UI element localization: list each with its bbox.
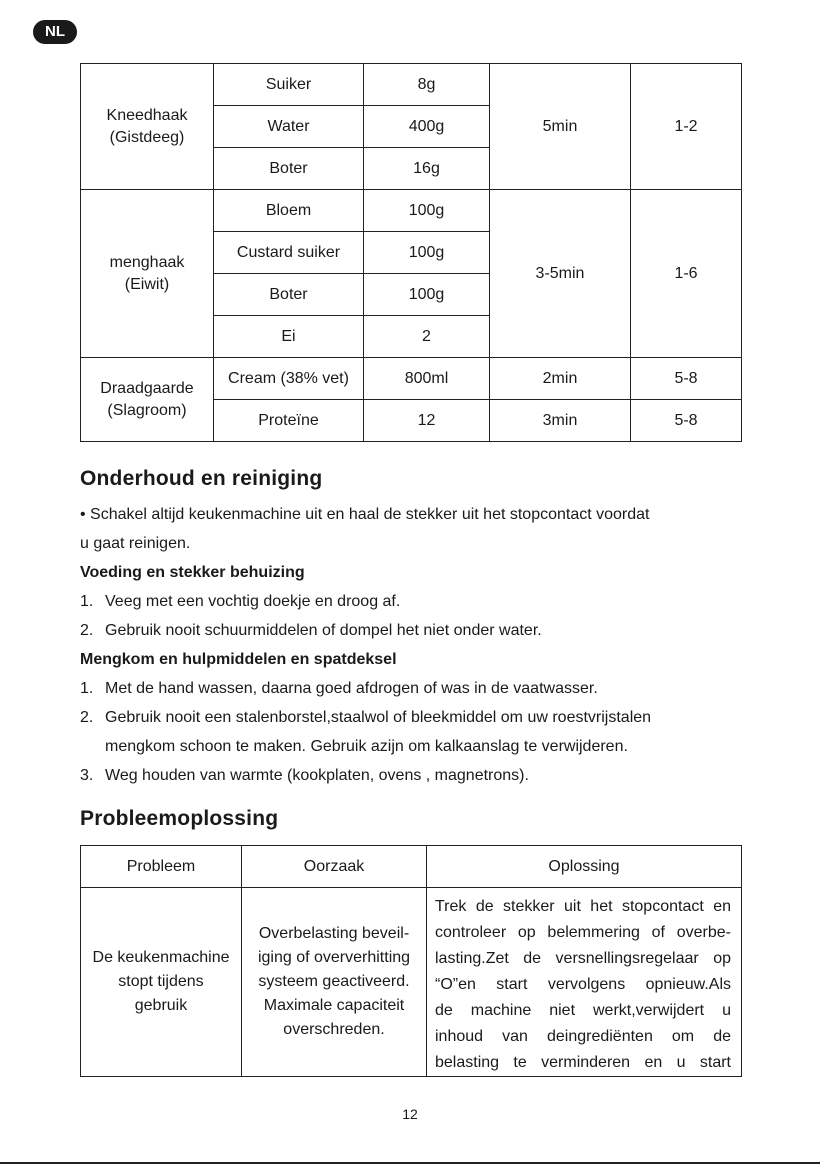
list-text: mengkom schoon te maken. Gebruik azijn om kalkaanslag te verwijderen.: [105, 738, 628, 755]
list-item: [80, 592, 400, 612]
solution-line: lasting.Zet de versnellingsregelaar op: [435, 950, 731, 967]
solution-line: controleer op belemmering of overbe-: [435, 924, 731, 941]
amount-cell: 12: [364, 400, 490, 442]
bottom-divider: [0, 1162, 820, 1164]
problem-line: De keukenmachine: [92, 949, 230, 966]
list-text: Gebruik nooit schuurmiddelen of dompel het niet onder water.: [105, 622, 542, 639]
ingredient-cell: Boter: [214, 274, 364, 316]
ingredient-cell: Boter: [214, 148, 364, 190]
header-solution: Oplossing: [427, 846, 742, 888]
tool-cell: menghaak (Eiwit): [81, 190, 214, 358]
list-number: 1.: [80, 593, 94, 610]
solution-line: de machine niet werkt,verwijdert u: [435, 1002, 731, 1019]
speed-cell: 1-2: [631, 64, 742, 190]
time-cell: 3min: [490, 400, 631, 442]
intro-text: • Schakel altijd keukenmachine uit en haal de stekker uit het stopcontact voordat: [80, 506, 650, 523]
cause-line: systeem geactiveerd.: [258, 973, 410, 990]
mixing-table: [80, 63, 742, 442]
maintenance-heading: Onderhoud en reiniging: [80, 467, 323, 490]
tool-cell: Draadgaarde (Slagroom): [81, 358, 214, 442]
header-problem: Probleem: [81, 846, 242, 888]
amount-cell: 400g: [364, 106, 490, 148]
table-row: [81, 190, 742, 232]
troubleshooting-table: [80, 845, 742, 1077]
list-text: Gebruik nooit een stalenborstel,staalwol of bleekmiddel om uw roestvrijstalen: [105, 709, 652, 726]
list-item: [80, 708, 651, 728]
cause-line: Overbelasting beveil-: [258, 925, 410, 942]
time-cell: 5min: [490, 64, 631, 190]
subheading-bowl: Mengkom en hulpmiddelen en spatdeksel: [80, 651, 397, 668]
header-cause: Oorzaak: [242, 846, 427, 888]
cause-line: iging of oververhitting: [257, 949, 411, 966]
list-text: Weg houden van warmte (kookplaten, ovens , magnetrons).: [105, 767, 529, 784]
amount-cell: 800ml: [364, 358, 490, 400]
page-number: 12: [402, 1106, 418, 1122]
amount-cell: 8g: [364, 64, 490, 106]
solution-line: “O”en start vervolgens opnieuw.Als: [435, 976, 731, 993]
amount-cell: 100g: [364, 190, 490, 232]
problem-cell: [81, 888, 242, 1077]
speed-cell: 5-8: [631, 400, 742, 442]
solution-cell: [427, 888, 742, 1077]
list-item: [80, 679, 598, 699]
intro-text: u gaat reinigen.: [80, 535, 191, 552]
amount-cell: 16g: [364, 148, 490, 190]
list-number: 2.: [80, 709, 94, 726]
ingredient-cell: Water: [214, 106, 364, 148]
cause-line: overschreden.: [283, 1021, 385, 1038]
table-row: [81, 358, 742, 400]
solution-line: Trek de stekker uit het stopcontact en: [435, 898, 731, 915]
solution-line: belasting te verminderen en u start: [435, 1054, 731, 1071]
solution-line: inhoud van deingrediënten om de: [435, 1028, 731, 1045]
problem-line: stopt tijdens: [118, 973, 204, 990]
table-row: [81, 888, 742, 1077]
language-badge: NL: [33, 20, 77, 44]
list-item: [80, 737, 628, 757]
list-text: Met de hand wassen, daarna goed afdrogen of was in de vaatwasser.: [105, 680, 598, 697]
ingredient-cell: Proteïne: [214, 400, 364, 442]
cause-cell: [242, 888, 427, 1077]
cause-line: Maximale capaciteit: [263, 997, 405, 1014]
ingredient-cell: Custard suiker: [214, 232, 364, 274]
list-number: 3.: [80, 767, 94, 784]
speed-cell: 5-8: [631, 358, 742, 400]
problem-line: gebruik: [134, 997, 188, 1014]
amount-cell: 2: [364, 316, 490, 358]
ingredient-cell: Suiker: [214, 64, 364, 106]
tool-cell: Kneedhaak (Gistdeeg): [81, 64, 214, 190]
list-text: Veeg met een vochtig doekje en droog af.: [105, 593, 401, 610]
list-item: [80, 621, 542, 641]
troubleshooting-heading: Probleemoplossing: [80, 807, 279, 830]
time-cell: 2min: [490, 358, 631, 400]
subheading-power: Voeding en stekker behuizing: [80, 564, 305, 581]
amount-cell: 100g: [364, 232, 490, 274]
table-header-row: [81, 846, 742, 888]
ingredient-cell: Cream (38% vet): [214, 358, 364, 400]
list-item: [80, 766, 529, 786]
time-cell: 3-5min: [490, 190, 631, 358]
speed-cell: 1-6: [631, 190, 742, 358]
ingredient-cell: Bloem: [214, 190, 364, 232]
ingredient-cell: Ei: [214, 316, 364, 358]
list-number: 2.: [80, 622, 94, 639]
list-number: 1.: [80, 680, 94, 697]
amount-cell: 100g: [364, 274, 490, 316]
table-row: [81, 64, 742, 106]
